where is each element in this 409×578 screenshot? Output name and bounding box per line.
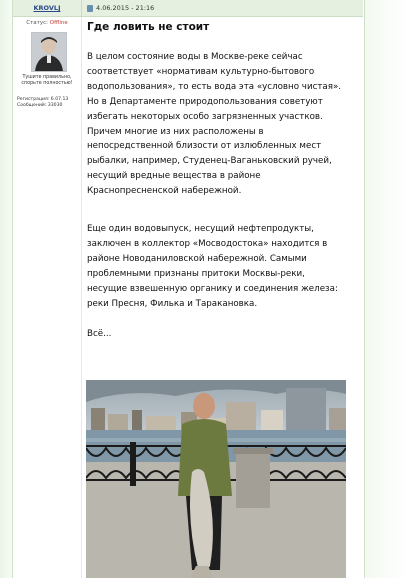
page-margin-right (364, 0, 409, 578)
avatar[interactable] (31, 32, 67, 72)
text-line: районе Новоданиловской набережной. Самыми (87, 253, 307, 264)
status-label: Статус: (26, 20, 48, 26)
post-title: Где ловить не стоит (87, 21, 210, 33)
text-line: избегать некоторых особо загрязненных участков. (87, 111, 323, 122)
page-margin-left (0, 0, 12, 578)
text-line: несущий вредные вещества в районе (87, 171, 261, 182)
motto-line: Тушите правильно, (22, 75, 72, 80)
post-date (87, 4, 154, 12)
text-line: несущие взвешенную органику и соединения железа: (87, 283, 338, 294)
post-paragraph-1 (87, 50, 359, 199)
author-motto (15, 75, 79, 87)
text-line: проблемными признаны притоки Москвы-реки, (87, 268, 305, 279)
post-date-text: 4.06.2015 - 21:16 (96, 4, 155, 12)
author-name-link[interactable]: KROVLJ (33, 4, 61, 12)
text-line: Краснопресненской набережной. (87, 186, 242, 197)
author-registration-info (17, 97, 79, 109)
text-line: Но в Департаменте природопользования советуют (87, 96, 323, 107)
motto-line: спорьте полностью! (21, 81, 73, 86)
text-line: водопользования», то есть вода эта «условно чистая». (87, 81, 342, 92)
status-badge: Offline (49, 20, 68, 26)
photo-stone-pillar (236, 452, 270, 508)
registration-date: Регистрация: 6.07.13 (17, 97, 69, 102)
author-cell (13, 0, 82, 16)
text-line: Еще один водовыпуск, несущий нефтепродукты, (87, 224, 314, 234)
text-line: непосредственной близости от излюбленных мест (87, 141, 322, 152)
text-line: реки Пресня, Филька и Таракановка. (87, 298, 258, 309)
text-line: Всё... (87, 329, 112, 339)
post-photo[interactable] (86, 380, 346, 578)
author-status (13, 20, 81, 26)
text-line: Причем многие из них расположены в (87, 126, 264, 137)
text-line: рыбалки, например, Студенец-Ваганьковский ручей, (87, 156, 332, 167)
text-line: соответствует «нормативам культурно-бытового (87, 66, 315, 77)
message-count: Сообщений: 33030 (17, 103, 63, 108)
post-paragraph-2 (87, 222, 359, 311)
text-line: В целом состояние воды в Москве-реке сейчас (87, 52, 303, 62)
post-document-icon[interactable] (87, 5, 93, 12)
author-sidebar (13, 17, 82, 578)
post-paragraph-3 (87, 327, 359, 342)
text-line: заключен в коллектор «Мосводостока» находится в (87, 238, 328, 249)
